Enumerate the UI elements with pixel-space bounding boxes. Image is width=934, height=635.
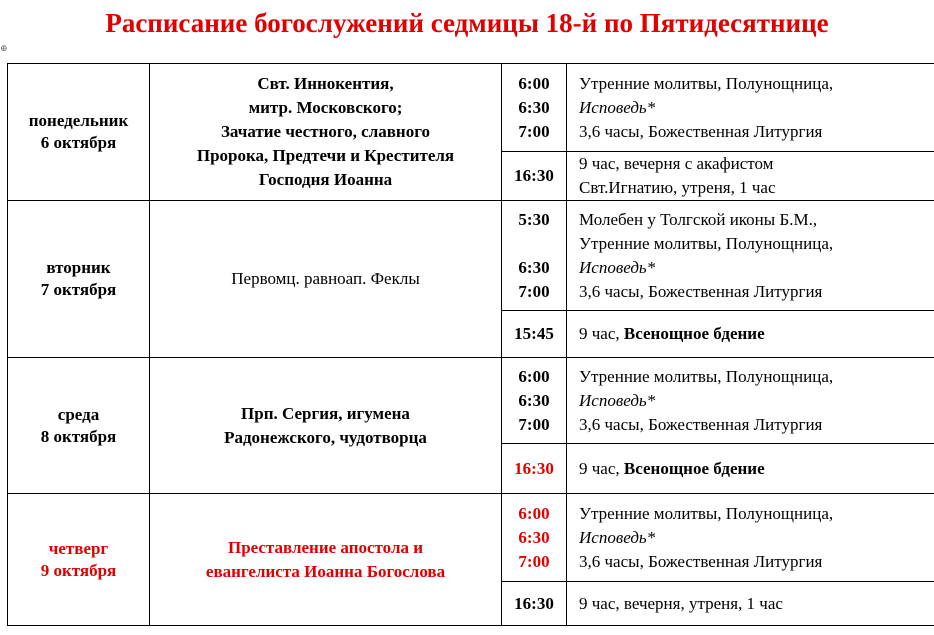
day-name: вторник bbox=[46, 258, 111, 277]
anchor-icon: ⊕ bbox=[0, 43, 8, 53]
page-title: Расписание богослужений седмицы 18-й по Пятидесятнице bbox=[105, 8, 829, 38]
feast-line: Преставление апостола и bbox=[227, 537, 424, 557]
time-value: 6:30 bbox=[518, 257, 550, 277]
day-cell bbox=[8, 64, 150, 201]
feast-cell bbox=[150, 64, 502, 201]
service-line: Утренние молитвы, Полунощница, bbox=[579, 73, 834, 93]
service-cell bbox=[567, 64, 934, 152]
time-value: 16:30 bbox=[514, 458, 554, 478]
time-value: 6:30 bbox=[518, 527, 550, 547]
service-line bbox=[579, 322, 934, 346]
feast-cell bbox=[150, 358, 502, 494]
table-row bbox=[8, 201, 934, 311]
time-value: 6:30 bbox=[518, 97, 550, 117]
day-cell bbox=[8, 201, 150, 358]
service-line bbox=[579, 457, 934, 481]
table-row bbox=[8, 358, 934, 444]
time-value: 16:30 bbox=[514, 166, 554, 185]
time-cell bbox=[502, 201, 567, 311]
service-cell bbox=[567, 201, 934, 311]
service-highlight: Всенощное бдение bbox=[623, 458, 765, 478]
service-line-confession: Исповедь* bbox=[579, 97, 656, 117]
time-value: 6:00 bbox=[518, 503, 550, 523]
time-cell bbox=[502, 64, 567, 152]
service-line-confession: Исповедь* bbox=[579, 527, 656, 547]
time-value: 7:00 bbox=[518, 414, 550, 434]
schedule-table bbox=[7, 63, 934, 626]
service-line: 3,6 часы, Божественная Литургия bbox=[579, 551, 823, 571]
day-name: среда bbox=[57, 404, 100, 424]
time-value: 15:45 bbox=[514, 324, 554, 343]
service-prefix: 9 час, bbox=[579, 324, 624, 343]
day-cell bbox=[8, 358, 150, 494]
service-line: Утренние молитвы, Полунощница, bbox=[579, 233, 834, 253]
feast-line: Зачатие честного, славного bbox=[220, 122, 431, 141]
feast-line: Пророка, Предтечи и Крестителя bbox=[196, 146, 455, 165]
service-line-confession: Исповедь* bbox=[579, 390, 656, 410]
day-cell bbox=[8, 494, 150, 626]
time-cell bbox=[502, 494, 567, 582]
table-row bbox=[8, 64, 934, 152]
service-cell bbox=[567, 444, 934, 494]
service-cell bbox=[567, 311, 934, 358]
time-value: 7:00 bbox=[518, 551, 550, 571]
time-value: 16:30 bbox=[514, 593, 554, 613]
feast-cell bbox=[150, 201, 502, 358]
day-name: понедельник bbox=[28, 111, 129, 130]
table-row bbox=[8, 494, 934, 582]
feast-cell bbox=[150, 494, 502, 626]
time-value: 7:00 bbox=[518, 121, 550, 141]
day-date: 6 октября bbox=[40, 133, 117, 152]
time-cell bbox=[502, 444, 567, 494]
time-value: 7:00 bbox=[518, 281, 550, 301]
service-line-confession: Исповедь* bbox=[579, 257, 656, 277]
service-highlight: Всенощное бдение bbox=[623, 324, 765, 343]
service-line: 3,6 часы, Божественная Литургия bbox=[579, 121, 823, 141]
service-line: Свт.Игнатию, утреня, 1 час bbox=[579, 178, 776, 197]
service-cell bbox=[567, 152, 934, 201]
service-line: Утренние молитвы, Полунощница, bbox=[579, 366, 834, 386]
feast-line: Прп. Сергия, игумена bbox=[241, 403, 410, 423]
feast-line: евангелиста Иоанна Богослова bbox=[205, 561, 446, 581]
service-cell bbox=[567, 494, 934, 582]
feast-line: Господня Иоанна bbox=[258, 170, 393, 189]
feast-line: митр. Московского; bbox=[248, 98, 403, 117]
service-line: 3,6 часы, Божественная Литургия bbox=[579, 414, 823, 434]
time-cell bbox=[502, 152, 567, 201]
day-date: 8 октября bbox=[40, 426, 117, 446]
time-cell bbox=[502, 582, 567, 626]
service-line: Утренние молитвы, Полунощница, bbox=[579, 503, 834, 523]
feast-line: Радонежского, чудотворца bbox=[224, 427, 427, 447]
time-cell bbox=[502, 358, 567, 444]
service-line: Молебен у Толгской иконы Б.М., bbox=[579, 209, 818, 229]
time-cell bbox=[502, 311, 567, 358]
service-cell bbox=[567, 358, 934, 444]
time-value: 6:30 bbox=[518, 390, 550, 410]
day-date: 9 октября bbox=[40, 560, 117, 580]
service-line: 9 час, вечерня, утреня, 1 час bbox=[579, 593, 783, 613]
time-value: 6:00 bbox=[518, 366, 550, 386]
day-date: 7 октября bbox=[40, 280, 117, 299]
feast-line: Первомц. равноап. Феклы bbox=[231, 269, 420, 288]
service-cell bbox=[567, 582, 934, 626]
service-line: 3,6 часы, Божественная Литургия bbox=[579, 281, 823, 301]
service-prefix: 9 час, bbox=[579, 458, 624, 478]
service-line: 9 час, вечерня с акафистом bbox=[579, 154, 774, 173]
spacer bbox=[502, 232, 566, 256]
day-name: четверг bbox=[48, 538, 109, 558]
time-value: 6:00 bbox=[518, 73, 550, 93]
time-value: 5:30 bbox=[518, 209, 550, 229]
feast-line: Свт. Иннокентия, bbox=[257, 74, 394, 93]
